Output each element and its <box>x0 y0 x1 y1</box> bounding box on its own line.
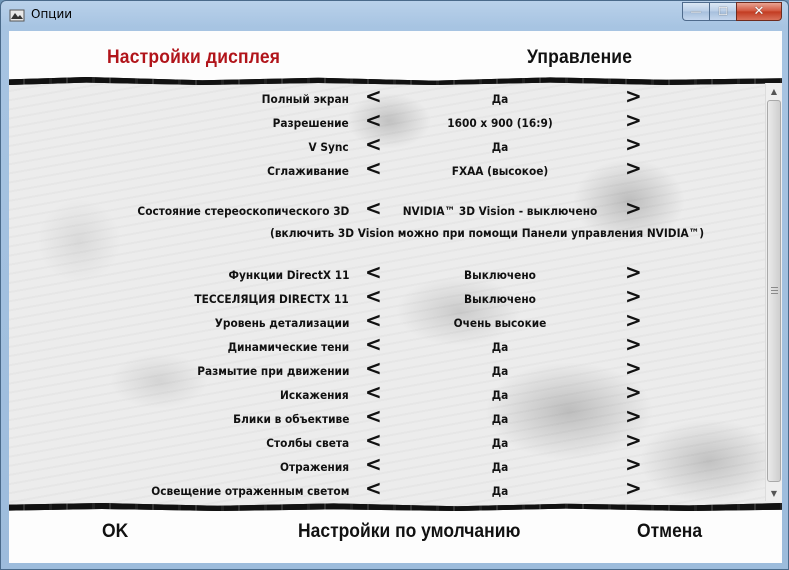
next-value-arrow[interactable]: > <box>625 156 642 180</box>
prev-value-arrow[interactable]: < <box>365 332 382 356</box>
setting-value: Да <box>491 388 509 402</box>
prev-value-arrow[interactable]: < <box>365 356 382 380</box>
setting-label: Отражения <box>279 460 349 474</box>
setting-row-reflections <box>9 452 765 476</box>
restore-defaults-button[interactable]: Настройки по умолчанию <box>298 521 521 542</box>
setting-label: Полный экран <box>261 92 349 106</box>
setting-value: Очень высокие <box>453 316 547 330</box>
setting-row-motion-blur <box>9 356 765 380</box>
next-value-arrow[interactable]: > <box>625 356 642 380</box>
setting-label: Освещение отраженным светом <box>150 484 349 498</box>
minimize-button[interactable]: — <box>682 2 709 21</box>
setting-value: 1600 x 900 (16:9) <box>447 116 553 130</box>
setting-label: Динамические тени <box>227 340 349 354</box>
setting-label: Сглаживание <box>267 164 349 178</box>
scroll-down-icon[interactable]: ▼ <box>770 488 778 498</box>
next-value-arrow[interactable]: > <box>625 452 642 476</box>
settings-list <box>9 85 765 499</box>
setting-label: Искажения <box>280 388 349 402</box>
setting-row-detail-level <box>9 308 765 332</box>
setting-row-fullscreen <box>9 84 765 108</box>
prev-value-arrow[interactable]: < <box>365 260 382 284</box>
setting-row-tessellation <box>9 284 765 308</box>
prev-value-arrow[interactable]: < <box>365 308 382 332</box>
grip-icon <box>771 287 778 294</box>
setting-label: ТЕССЕЛЯЦИЯ DIRECTX 11 <box>194 292 349 306</box>
prev-value-arrow[interactable]: < <box>365 404 382 428</box>
setting-value: FXAA (высокое) <box>451 164 549 178</box>
stereo-note <box>9 226 765 240</box>
setting-label: Столбы света <box>266 436 349 450</box>
next-value-arrow[interactable]: > <box>625 476 642 500</box>
setting-row-vsync <box>9 132 765 156</box>
title-bar[interactable] <box>1 1 788 29</box>
stereo-note-text: (включить 3D Vision можно при помощи Панели управления NVIDIA™) <box>270 226 705 240</box>
prev-value-arrow[interactable]: < <box>365 452 382 476</box>
next-value-arrow[interactable]: > <box>625 132 642 156</box>
setting-label: Блики в объективе <box>232 412 349 426</box>
setting-value: Да <box>491 460 509 474</box>
setting-row-light-shafts <box>9 428 765 452</box>
setting-row-antialiasing <box>9 156 765 180</box>
prev-value-arrow[interactable]: < <box>365 380 382 404</box>
next-value-arrow[interactable]: > <box>625 196 642 220</box>
next-value-arrow[interactable]: > <box>625 428 642 452</box>
setting-label: Состояние стереоскопического 3D <box>137 204 349 218</box>
maximize-button[interactable]: ☐ <box>709 2 736 21</box>
next-value-arrow[interactable]: > <box>625 84 642 108</box>
setting-value: Да <box>491 484 509 498</box>
prev-value-arrow[interactable]: < <box>365 108 382 132</box>
close-button[interactable]: ✕ <box>736 2 782 21</box>
prev-value-arrow[interactable]: < <box>365 196 382 220</box>
app-icon <box>9 7 25 23</box>
setting-label: Разрешение <box>272 116 349 130</box>
next-value-arrow[interactable]: > <box>625 284 642 308</box>
vertical-scrollbar[interactable] <box>765 83 782 501</box>
setting-value: Да <box>491 412 509 426</box>
next-value-arrow[interactable]: > <box>625 108 642 132</box>
setting-label: Уровень детализации <box>214 316 349 330</box>
setting-row-stereo-3d <box>9 196 765 220</box>
setting-value: Да <box>491 92 509 106</box>
setting-label: V Sync <box>308 140 349 154</box>
cancel-button[interactable]: Отмена <box>637 521 703 542</box>
next-value-arrow[interactable]: > <box>625 380 642 404</box>
setting-row-lens-flare <box>9 404 765 428</box>
ok-button[interactable]: OK <box>102 521 129 542</box>
setting-label: Размытие при движении <box>196 364 349 378</box>
setting-value: Да <box>491 140 509 154</box>
options-panel <box>9 31 782 563</box>
next-value-arrow[interactable]: > <box>625 260 642 284</box>
setting-value: Выключено <box>464 268 536 282</box>
next-value-arrow[interactable]: > <box>625 332 642 356</box>
setting-value: Да <box>491 340 509 354</box>
prev-value-arrow[interactable]: < <box>365 476 382 500</box>
tab-display-settings[interactable]: Настройки дисплея <box>107 47 281 68</box>
prev-value-arrow[interactable]: < <box>365 428 382 452</box>
setting-value: Да <box>491 436 509 450</box>
tab-controls[interactable]: Управление <box>527 47 633 68</box>
next-value-arrow[interactable]: > <box>625 404 642 428</box>
setting-value: Выключено <box>464 292 536 306</box>
setting-row-dynamic-shadows <box>9 332 765 356</box>
setting-label: Функции DirectX 11 <box>228 268 349 282</box>
setting-row-resolution <box>9 108 765 132</box>
prev-value-arrow[interactable]: < <box>365 84 382 108</box>
caption-buttons <box>682 2 782 21</box>
setting-row-directx11 <box>9 260 765 284</box>
window-title: Опции <box>31 7 73 21</box>
setting-row-distortion <box>9 380 765 404</box>
setting-row-reflected-lighting <box>9 476 765 500</box>
setting-value: NVIDIA™ 3D Vision - выключено <box>402 204 598 218</box>
scroll-thumb[interactable] <box>767 100 781 482</box>
prev-value-arrow[interactable]: < <box>365 156 382 180</box>
next-value-arrow[interactable]: > <box>625 308 642 332</box>
prev-value-arrow[interactable]: < <box>365 132 382 156</box>
scroll-up-icon[interactable]: ▲ <box>770 86 778 96</box>
prev-value-arrow[interactable]: < <box>365 284 382 308</box>
setting-value: Да <box>491 364 509 378</box>
